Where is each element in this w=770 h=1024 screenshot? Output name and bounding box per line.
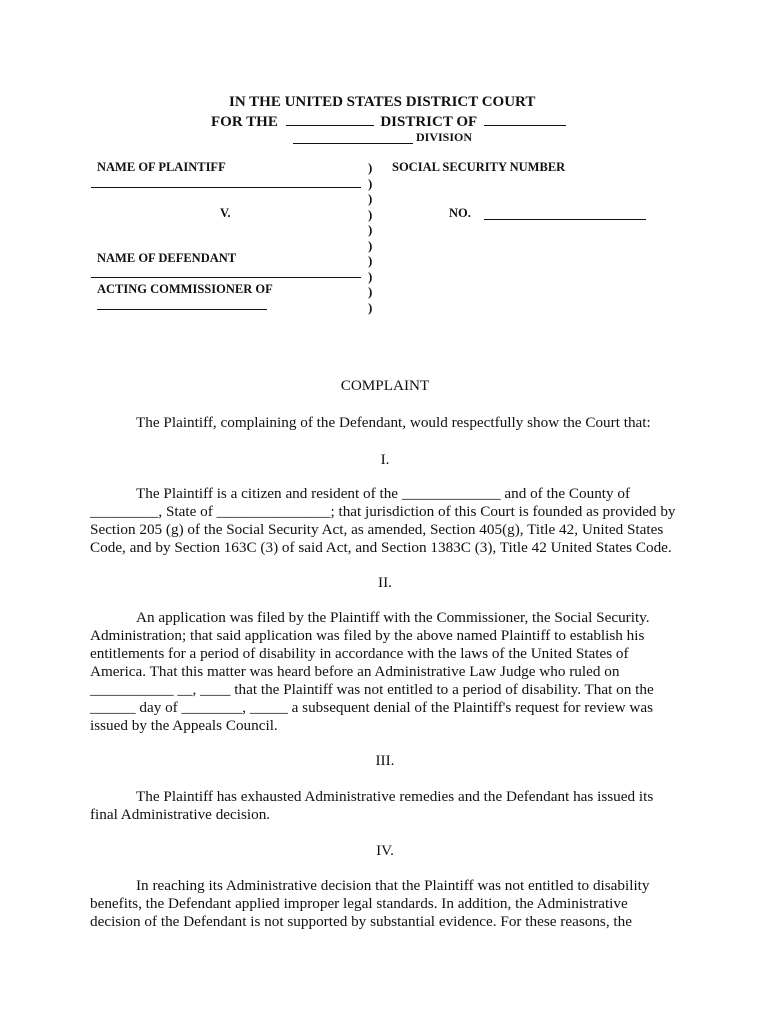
section-line: final Administrative decision. — [90, 806, 271, 823]
district-blank-1[interactable] — [286, 113, 374, 126]
section-numeral: I. — [380, 451, 390, 468]
section-line: ___________ __, ____ that the Plaintiff was not entitled to a period of disability. That on the — [90, 681, 654, 698]
section-line: The Plaintiff has exhausted Administrative remedies and the Defendant has issued its — [136, 788, 654, 805]
division-blank[interactable] — [293, 143, 413, 144]
section-line: In reaching its Administrative decision that the Plaintiff was not entitled to disability — [136, 877, 650, 894]
for-the-label: FOR THE — [211, 114, 278, 130]
paren: ) — [368, 160, 373, 175]
section-line: entitlements for a period of disability in accordance with the laws of the United States of — [90, 645, 629, 662]
commissioner-label: ACTING COMMISSIONER OF — [97, 282, 273, 296]
district-of-label: DISTRICT OF — [380, 114, 477, 130]
paren: ) — [368, 175, 373, 191]
section-line: Section 205 (g) of the Social Security Act, as amended, Section 405(g), Title 42, United States — [90, 521, 664, 538]
section-line: benefits, the Defendant applied improper legal standards. In addition, the Administrative — [90, 895, 628, 912]
versus-label: V. — [220, 206, 231, 220]
section-line: Code, and by Section 163C (3) of said Act, and Section 1383C (3), Title 42 United States Code. — [90, 539, 672, 556]
section-numeral: IV. — [376, 842, 394, 859]
ssn-label: SOCIAL SECURITY NUMBER — [392, 160, 566, 174]
case-no-label: NO. — [449, 206, 471, 220]
section-line: _________, State of _______________; that jurisdiction of this Court is founded as provided by — [90, 503, 676, 520]
defendant-label: NAME OF DEFENDANT — [97, 251, 237, 265]
complaint-title: COMPLAINT — [340, 377, 430, 394]
section-numeral: II. — [378, 574, 392, 591]
section-line: An application was filed by the Plaintiff with the Commissioner, the Social Security. — [136, 609, 650, 626]
paren: ) — [368, 268, 373, 284]
section-line: ______ day of ________, _____ a subsequent denial of the Plaintiff's request for review was — [90, 699, 654, 716]
plaintiff-name-line[interactable] — [91, 187, 361, 188]
district-blank-2[interactable] — [484, 113, 566, 126]
paren: ) — [368, 191, 373, 206]
plaintiff-label: NAME OF PLAINTIFF — [97, 160, 226, 174]
defendant-name-line[interactable] — [91, 277, 361, 278]
case-number-line[interactable] — [484, 219, 646, 220]
complaint-intro: The Plaintiff, complaining of the Defendant, would respectfully show the Court that: — [136, 414, 651, 431]
paren: ) — [368, 206, 373, 222]
caption-paren-column — [368, 160, 372, 315]
section-line: The Plaintiff is a citizen and resident of the _____________ and of the County of — [136, 485, 631, 502]
section-line: decision of the Defendant is not supported by substantial evidence. For these reasons, the — [90, 913, 632, 930]
section-line: Administration; that said application was filed by the above named Plaintiff to establish his — [90, 627, 645, 644]
court-title: IN THE UNITED STATES DISTRICT COURT — [229, 94, 536, 110]
paren: ) — [368, 222, 373, 237]
commissioner-line[interactable] — [97, 309, 267, 310]
section-line: America. That this matter was heard before an Administrative Law Judge who ruled on — [90, 663, 620, 680]
paren: ) — [368, 299, 373, 315]
paren: ) — [368, 237, 373, 253]
paren: ) — [368, 253, 373, 268]
division-label: DIVISION — [416, 130, 473, 144]
paren: ) — [368, 284, 373, 299]
district-line — [211, 113, 566, 131]
section-numeral: III. — [375, 752, 395, 769]
section-line: issued by the Appeals Council. — [90, 717, 278, 734]
